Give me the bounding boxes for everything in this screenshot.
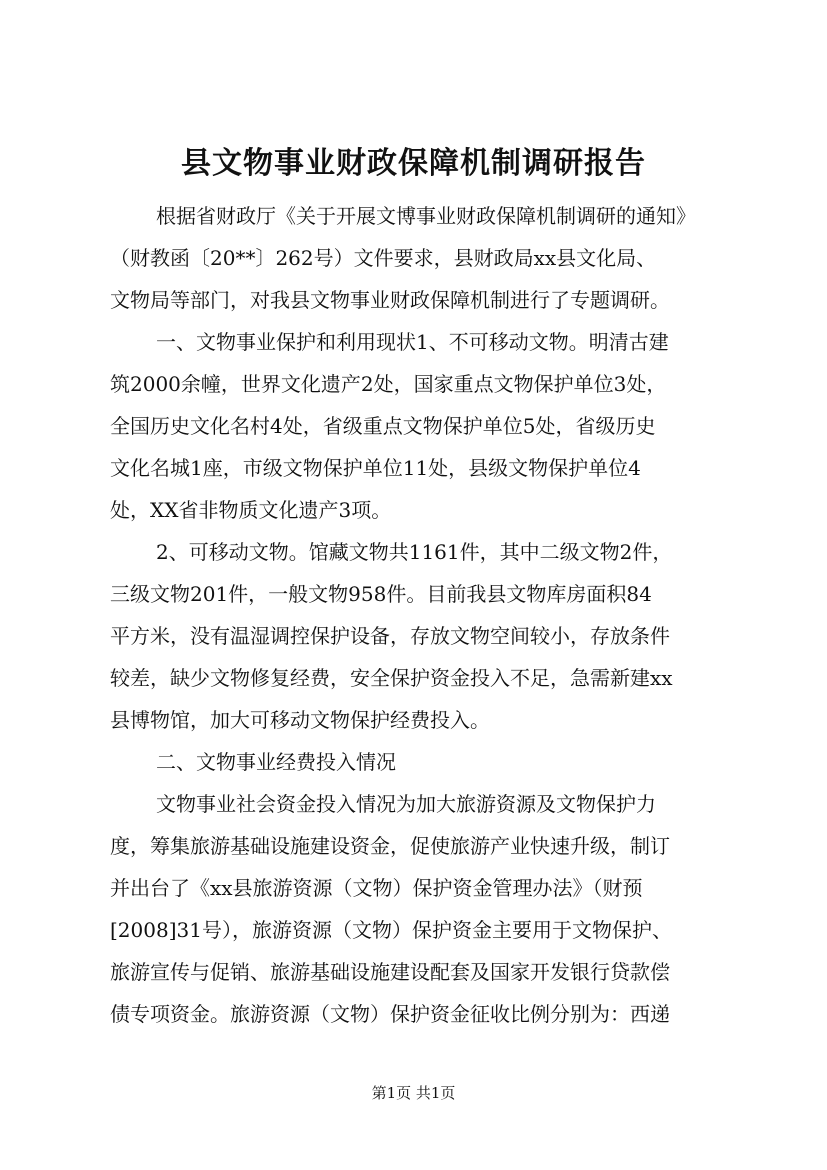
body-line: 一、文物事业保护和利用现状1、不可移动文物。明清古建 xyxy=(156,330,669,354)
body-line: 较差，缺少文物修复经费，安全保护资金投入不足，急需新建xx xyxy=(110,666,673,690)
document-title: 县文物事业财政保障机制调研报告 xyxy=(181,146,646,181)
page-footer: 第1页 共1页 xyxy=(371,1084,456,1102)
body-line: 全国历史文化名村4处，省级重点文物保护单位5处，省级历史 xyxy=(110,414,656,438)
body-line: 文物事业社会资金投入情况为加大旅游资源及文物保护力 xyxy=(156,792,656,816)
document-body xyxy=(110,195,720,1035)
body-line: 债专项资金。旅游资源（文物）保护资金征收比例分别为：西递 xyxy=(110,1002,670,1026)
body-line: [2008]31号），旅游资源（文物）保护资金主要用于文物保护、 xyxy=(110,918,672,942)
body-line: 县博物馆，加大可移动文物保护经费投入。 xyxy=(110,708,490,732)
body-line: （财教函〔20**〕262号）文件要求，县财政局xx县文化局、 xyxy=(110,246,657,270)
body-line: 2、可移动文物。馆藏文物共1161件，其中二级文物2件， xyxy=(156,540,673,564)
body-line: 文化名城1座，市级文物保护单位11处，县级文物保护单位4 xyxy=(110,456,641,480)
section-heading: 二、文物事业经费投入情况 xyxy=(156,750,396,774)
body-line: 筑2000余幢，世界文化遗产2处，国家重点文物保护单位3处， xyxy=(110,372,667,396)
body-line: 处，XX省非物质文化遗产3项。 xyxy=(110,498,392,522)
body-line: 根据省财政厅《关于开展文博事业财政保障机制调研的通知》 xyxy=(156,204,696,228)
body-line: 度，筹集旅游基础设施建设资金，促使旅游产业快速升级，制订 xyxy=(110,834,670,858)
body-line: 平方米，没有温湿调控保护设备，存放文物空间较小，存放条件 xyxy=(110,624,670,648)
body-line: 文物局等部门，对我县文物事业财政保障机制进行了专题调研。 xyxy=(110,288,670,312)
body-line: 旅游宣传与促销、旅游基础设施建设配套及国家开发银行贷款偿 xyxy=(110,960,670,984)
body-line: 三级文物201件，一般文物958件。目前我县文物库房面积84 xyxy=(110,582,652,606)
body-line: 并出台了《xx县旅游资源（文物）保护资金管理办法》（财预 xyxy=(110,876,643,900)
